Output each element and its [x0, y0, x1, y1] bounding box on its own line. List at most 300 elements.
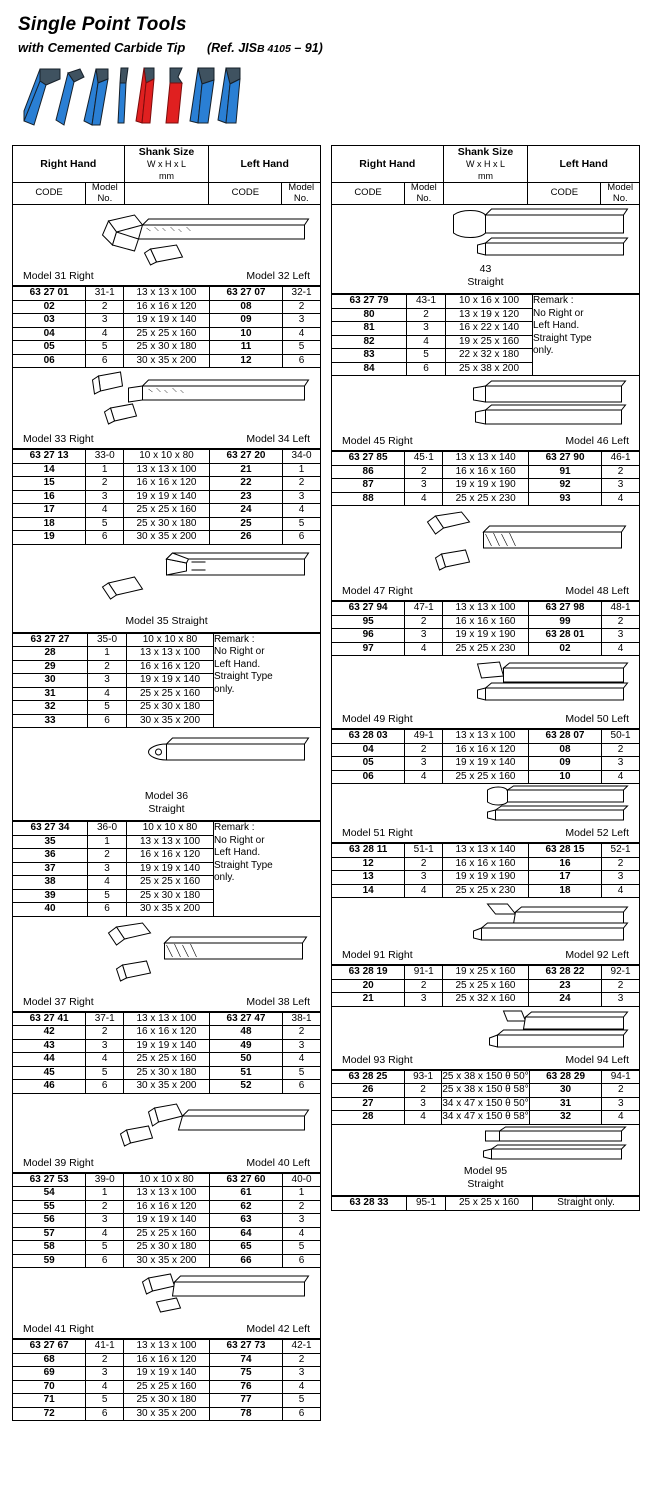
cell-code-right: 19 — [13, 531, 86, 545]
cell-shank-size: 16 x 16 x 120 — [124, 1026, 210, 1040]
cell-model-right: 33-0 — [86, 450, 124, 464]
cell-code-right: 54 — [13, 1187, 86, 1201]
cell-code-left: 51 — [209, 1066, 282, 1080]
cell-code-right: 83 — [332, 349, 407, 363]
header-model-right: Model No. — [405, 183, 444, 205]
cell-shank-size: 25 x 30 x 180 — [127, 889, 214, 903]
model-data-table — [331, 843, 640, 898]
page-header — [0, 0, 656, 55]
cell-shank-size: 13 x 13 x 140 — [443, 452, 529, 466]
cell-code-left: 63 28 01 — [528, 629, 601, 643]
cell-code-right: 68 — [13, 1353, 86, 1367]
cell-model-right: 4 — [407, 335, 446, 349]
cell-code-right: 63 28 03 — [332, 730, 405, 744]
header-model-right: Model No. — [86, 183, 125, 205]
cell-shank-size: 25 x 25 x 160 — [124, 1053, 210, 1067]
table-row — [332, 979, 640, 993]
cell-model-left: 3 — [602, 479, 640, 493]
model-label-left: Model 32 Left — [246, 270, 310, 283]
cell-code-right: 42 — [13, 1026, 86, 1040]
cell-shank-size: 25 x 25 x 160 — [124, 327, 210, 341]
cell-model-right: 2 — [88, 849, 127, 863]
cell-code-right: 63 27 01 — [13, 287, 86, 301]
cell-model-right: 35-0 — [88, 633, 127, 647]
cell-code-right: 63 27 41 — [13, 1012, 86, 1026]
cell-code-left: 63 28 29 — [529, 1070, 602, 1084]
cell-model-right: 6 — [86, 1407, 124, 1421]
cell-code-right: 15 — [13, 477, 86, 491]
cell-model-right: 1 — [88, 647, 127, 661]
cell-code-right: 63 28 33 — [332, 1197, 407, 1211]
table-row — [332, 642, 640, 656]
table-row — [13, 327, 321, 341]
cell-shank-size: 13 x 13 x 100 — [124, 1187, 210, 1201]
remark-note: Remark : No Right or Left Hand. Straight Type only. — [214, 822, 321, 917]
tool-diagram — [12, 1268, 321, 1339]
cell-model-left: 3 — [602, 871, 640, 885]
cell-model-right: 5 — [88, 701, 127, 715]
cell-code-right: 63 28 25 — [332, 1070, 405, 1084]
model-data-table — [12, 1012, 321, 1094]
cell-code-right: 03 — [13, 314, 86, 328]
cell-model-right: 4 — [405, 770, 443, 784]
cell-model-right: 4 — [86, 1380, 124, 1394]
table-row — [13, 1407, 321, 1421]
cell-shank-size: 25 x 25 x 230 — [443, 884, 529, 898]
cell-code-left: 63 27 73 — [209, 1340, 282, 1354]
cell-code-left: 50 — [209, 1053, 282, 1067]
cell-model-left: 3 — [283, 1367, 321, 1381]
cell-shank-size: 19 x 19 x 140 — [127, 862, 214, 876]
cell-model-left: 3 — [602, 1097, 640, 1111]
cell-model-right: 2 — [404, 1084, 442, 1098]
table-row — [13, 1227, 321, 1241]
cell-shank-size: 10 x 10 x 80 — [127, 633, 214, 647]
cell-model-right: 95-1 — [407, 1197, 446, 1211]
cell-model-right: 1 — [86, 463, 124, 477]
cell-model-right: 5 — [407, 349, 446, 363]
cell-model-left: 6 — [283, 1407, 321, 1421]
cell-code-left: 11 — [209, 341, 282, 355]
cell-shank-size: 19 x 19 x 140 — [124, 1214, 210, 1228]
table-row — [13, 1254, 321, 1268]
cell-code-right: 32 — [13, 701, 88, 715]
cell-model-left: 2 — [602, 465, 640, 479]
cell-model-left: 4 — [602, 770, 640, 784]
model-data-table — [331, 965, 640, 1007]
table-row — [332, 452, 640, 466]
table-row — [13, 504, 321, 518]
page-title: Single Point Tools — [18, 14, 187, 35]
cell-code-right: 12 — [332, 857, 405, 871]
cell-shank-size: 25 x 30 x 180 — [127, 701, 214, 715]
model-block — [12, 728, 321, 917]
cell-model-right: 3 — [405, 629, 443, 643]
cell-shank-size: 34 x 47 x 150 θ 58° — [442, 1111, 529, 1123]
cell-shank-size: 25 x 25 x 160 — [446, 1197, 533, 1211]
cell-model-right: 3 — [405, 871, 443, 885]
model-label-left: Model 50 Left — [565, 713, 629, 726]
cell-shank-size: 10 x 10 x 80 — [127, 822, 214, 836]
cell-code-left: 08 — [528, 743, 601, 757]
model-data-table — [331, 294, 640, 376]
cell-code-right: 70 — [13, 1380, 86, 1394]
page-subtitle — [18, 40, 656, 55]
cell-code-right: 14 — [13, 463, 86, 477]
header-model-left: Model No. — [601, 183, 640, 205]
cell-model-right: 1 — [86, 1187, 124, 1201]
model-label-left: Model 48 Left — [565, 585, 629, 598]
cell-model-right: 6 — [88, 714, 127, 728]
cell-model-left: 3 — [283, 314, 321, 328]
tool-illustration-strip — [20, 63, 656, 135]
header-right-hand: Right Hand — [13, 146, 125, 183]
table-row — [332, 615, 640, 629]
cell-shank-size: 13 x 13 x 100 — [124, 1012, 210, 1026]
cell-code-right: 63 27 94 — [332, 602, 405, 616]
cell-model-left: 5 — [283, 1241, 321, 1255]
cell-code-left: 75 — [209, 1367, 282, 1381]
table-row — [13, 1173, 321, 1187]
cell-model-right: 4 — [86, 1227, 124, 1241]
cell-model-right: 4 — [405, 884, 443, 898]
cell-straight-note: Straight only. — [533, 1197, 640, 1211]
cell-model-right: 37-1 — [86, 1012, 124, 1026]
table-row — [13, 633, 321, 647]
cell-code-left: 63 — [209, 1214, 282, 1228]
cell-code-right: 28 — [13, 647, 88, 661]
cell-code-right: 37 — [13, 862, 88, 876]
cell-code-right: 58 — [13, 1241, 86, 1255]
tool-diagram — [331, 656, 640, 729]
header-code-left: CODE — [528, 183, 601, 205]
cell-code-right: 35 — [13, 835, 88, 849]
cell-shank-size: 30 x 35 x 200 — [127, 714, 214, 728]
tool-diagram — [12, 205, 321, 286]
table-row — [13, 490, 321, 504]
cell-shank-size: 30 x 35 x 200 — [124, 1080, 210, 1094]
cell-code-right: 31 — [13, 687, 88, 701]
cell-model-right: 3 — [405, 993, 443, 1007]
cell-model-right: 5 — [86, 1241, 124, 1255]
model-label-right: Model 37 Right — [23, 995, 94, 1008]
subtitle-text: with Cemented Carbide Tip — [18, 40, 186, 55]
cell-code-left: 62 — [209, 1200, 282, 1214]
cell-shank-size: 13 x 13 x 100 — [443, 730, 529, 744]
cell-code-left: 63 28 07 — [528, 730, 601, 744]
cell-code-left: 10 — [528, 770, 601, 784]
table-row — [332, 730, 640, 744]
tool-diagram — [12, 728, 321, 821]
cell-shank-size: 25 x 30 x 180 — [124, 1394, 210, 1408]
cell-shank-size: 30 x 35 x 200 — [124, 354, 210, 368]
table-row — [332, 629, 640, 643]
cell-model-left: 6 — [283, 354, 321, 368]
model-block — [331, 205, 640, 376]
cell-code-right: 30 — [13, 674, 88, 688]
cell-code-right: 44 — [13, 1053, 86, 1067]
cell-model-left: 2 — [602, 615, 640, 629]
cell-model-left: 40-0 — [283, 1173, 321, 1187]
table-row — [13, 287, 321, 301]
cell-model-left: 4 — [283, 504, 321, 518]
model-data-table — [331, 451, 640, 506]
tool-diagram — [331, 898, 640, 965]
cell-model-left: 5 — [283, 517, 321, 531]
cell-code-right: 39 — [13, 889, 88, 903]
cell-model-left: 3 — [602, 629, 640, 643]
cell-model-right: 5 — [86, 1394, 124, 1408]
cell-model-right: 45·1 — [405, 452, 443, 466]
cell-code-right: 56 — [13, 1214, 86, 1228]
cell-code-left: 77 — [209, 1394, 282, 1408]
cell-model-right: 2 — [86, 477, 124, 491]
cell-shank-size: 16 x 16 x 120 — [127, 660, 214, 674]
table-row — [13, 1066, 321, 1080]
cell-code-left: 08 — [209, 300, 282, 314]
tool-diagram — [331, 1125, 640, 1196]
model-block — [331, 656, 640, 784]
tool-diagram — [12, 368, 321, 449]
cell-model-left: 4 — [283, 327, 321, 341]
table-row — [13, 1353, 321, 1367]
cell-model-right: 6 — [407, 362, 446, 376]
cell-model-left: 2 — [283, 1353, 321, 1367]
cell-model-right: 3 — [86, 1039, 124, 1053]
reference-standard: B 4105 — [256, 43, 291, 55]
column-header-table — [12, 145, 321, 205]
table-row — [13, 1053, 321, 1067]
header-left-hand: Left Hand — [209, 146, 321, 183]
left-column — [12, 145, 321, 1421]
cell-shank-size: 13 x 13 x 100 — [127, 647, 214, 661]
tool-diagram — [12, 545, 321, 633]
model-data-table — [331, 729, 640, 784]
cell-code-left: 63 27 60 — [209, 1173, 282, 1187]
cell-model-left: 2 — [283, 1200, 321, 1214]
cell-model-right: 1 — [88, 835, 127, 849]
cell-model-left: 1 — [283, 463, 321, 477]
table-row — [332, 884, 640, 898]
cell-model-left: 3 — [283, 1214, 321, 1228]
cell-shank-size: 10 x 16 x 100 — [446, 295, 533, 309]
cell-model-right: 3 — [86, 1367, 124, 1381]
model-label-right: Model 51 Right — [342, 827, 413, 840]
cell-shank-size: 19 x 19 x 140 — [124, 1367, 210, 1381]
model-label-right: Model 33 Right — [23, 433, 94, 446]
cell-model-right: 2 — [405, 465, 443, 479]
model-label-right: Model 41 Right — [23, 1323, 94, 1336]
model-block — [12, 917, 321, 1094]
cell-code-left: 18 — [528, 884, 601, 898]
reference-note — [207, 41, 323, 55]
cell-code-left: 49 — [209, 1039, 282, 1053]
cell-model-right: 3 — [405, 757, 443, 771]
cell-shank-size: 16 x 16 x 120 — [124, 1200, 210, 1214]
cell-model-right: 5 — [86, 1066, 124, 1080]
cell-code-left: 63 27 20 — [209, 450, 282, 464]
model-data-table — [12, 821, 321, 917]
cell-model-left: 2 — [602, 979, 640, 993]
cell-model-right: 2 — [405, 615, 443, 629]
cell-shank-size: 13 x 19 x 120 — [446, 308, 533, 322]
model-block — [12, 545, 321, 729]
cell-shank-size: 25 x 25 x 160 — [124, 1227, 210, 1241]
cell-code-left: 63 28 15 — [528, 844, 601, 858]
cell-model-right: 6 — [88, 903, 127, 917]
cell-model-left: 4 — [602, 642, 640, 656]
table-row — [13, 1187, 321, 1201]
model-block — [331, 1007, 640, 1125]
table-row — [13, 1380, 321, 1394]
cell-code-left: 78 — [209, 1407, 282, 1421]
cell-model-right: 4 — [88, 687, 127, 701]
cell-code-right: 87 — [332, 479, 405, 493]
cell-code-right: 63 27 79 — [332, 295, 407, 309]
table-row — [332, 479, 640, 493]
model-label-center: Model 95 Straight — [463, 1164, 508, 1190]
tool-illustration-8 — [218, 68, 240, 123]
cell-model-left: 6 — [283, 531, 321, 545]
model-data-table — [12, 633, 321, 729]
table-row — [332, 857, 640, 871]
table-row — [13, 341, 321, 355]
tool-illustration-4 — [118, 68, 128, 123]
cell-code-right: 36 — [13, 849, 88, 863]
table-row — [13, 517, 321, 531]
cell-shank-size: 30 x 35 x 200 — [124, 531, 210, 545]
cell-model-left: 3 — [283, 1039, 321, 1053]
cell-model-right: 4 — [86, 1053, 124, 1067]
cell-model-right: 3 — [407, 322, 446, 336]
table-row — [332, 844, 640, 858]
cell-shank-size: 19 x 19 x 190 — [443, 479, 529, 493]
cell-shank-size: 25 x 25 x 160 — [127, 687, 214, 701]
cell-model-left: 4 — [283, 1053, 321, 1067]
cell-model-right: 5 — [88, 889, 127, 903]
cell-model-left: 52-1 — [602, 844, 640, 858]
model-label-right: Model 91 Right — [342, 949, 413, 962]
cell-shank-size: 16 x 16 x 120 — [124, 1353, 210, 1367]
cell-model-right: 3 — [86, 490, 124, 504]
cell-code-right: 63 27 13 — [13, 450, 86, 464]
tool-diagram — [12, 917, 321, 1012]
cell-shank-size: 13 x 13 x 100 — [124, 287, 210, 301]
cell-shank-size: 25 x 25 x 230 — [443, 492, 529, 506]
cell-code-right: 29 — [13, 660, 88, 674]
cell-code-right: 05 — [332, 757, 405, 771]
cell-code-left: 63 27 07 — [209, 287, 282, 301]
tool-diagram — [331, 784, 640, 843]
cell-model-right: 3 — [86, 1214, 124, 1228]
cell-code-right: 33 — [13, 714, 88, 728]
cell-model-right: 49-1 — [405, 730, 443, 744]
header-model-left: Model No. — [282, 183, 321, 205]
cell-model-right: 4 — [86, 327, 124, 341]
cell-shank-size: 16 x 16 x 160 — [443, 857, 529, 871]
tool-illustration-6 — [166, 68, 182, 123]
cell-code-right: 21 — [332, 993, 405, 1007]
table-row — [13, 477, 321, 491]
cell-code-right: 43 — [13, 1039, 86, 1053]
table-row — [332, 966, 640, 980]
cell-shank-size: 16 x 16 x 120 — [127, 849, 214, 863]
cell-model-right: 4 — [404, 1111, 442, 1125]
cell-shank-size: 13 x 13 x 140 — [443, 844, 529, 858]
cell-model-right: 47-1 — [405, 602, 443, 616]
cell-model-right: 5 — [86, 341, 124, 355]
cell-code-right: 45 — [13, 1066, 86, 1080]
table-row — [332, 757, 640, 771]
cell-code-right: 86 — [332, 465, 405, 479]
table-row — [332, 1070, 640, 1084]
tool-diagram — [331, 376, 640, 451]
model-block — [12, 1268, 321, 1421]
cell-shank-size: 13 x 13 x 100 — [124, 463, 210, 477]
model-label-left: Model 34 Left — [246, 433, 310, 446]
cell-code-right: 84 — [332, 362, 407, 376]
model-label-right: Model 93 Right — [342, 1053, 413, 1066]
header-shank-size: Shank Size W x H x L mm — [443, 146, 528, 183]
cell-model-left: 5 — [283, 1394, 321, 1408]
cell-model-left: 38-1 — [283, 1012, 321, 1026]
model-data-table — [12, 449, 321, 545]
cell-model-right: 3 — [404, 1097, 442, 1111]
cell-code-left: 61 — [209, 1187, 282, 1201]
cell-code-right: 81 — [332, 322, 407, 336]
model-label-left: Model 40 Left — [246, 1156, 310, 1169]
table-row — [332, 492, 640, 506]
cell-code-right: 16 — [13, 490, 86, 504]
cell-model-right: 2 — [405, 743, 443, 757]
table-row — [332, 743, 640, 757]
cell-code-right: 63 27 53 — [13, 1173, 86, 1187]
cell-model-left: 48-1 — [602, 602, 640, 616]
cell-shank-size: 10 x 10 x 80 — [124, 1173, 210, 1187]
cell-code-left: 12 — [209, 354, 282, 368]
cell-shank-size: 19 x 25 x 160 — [443, 966, 529, 980]
table-row — [332, 770, 640, 784]
cell-code-left: 26 — [209, 531, 282, 545]
model-label-left: Model 94 Left — [565, 1053, 629, 1066]
cell-model-left: 1 — [283, 1187, 321, 1201]
cell-model-right: 39-0 — [86, 1173, 124, 1187]
cell-code-left: 31 — [529, 1097, 602, 1111]
tool-illustration-3 — [84, 69, 108, 125]
cell-code-right: 46 — [13, 1080, 86, 1094]
cell-model-left: 2 — [283, 300, 321, 314]
cell-model-right: 2 — [86, 1026, 124, 1040]
cell-model-left: 4 — [602, 492, 640, 506]
table-row — [13, 354, 321, 368]
tool-diagram — [12, 1094, 321, 1173]
model-label-right: Model 45 Right — [342, 435, 413, 448]
model-data-table — [12, 1339, 321, 1421]
cell-shank-size: 16 x 16 x 160 — [443, 465, 529, 479]
tool-diagram — [331, 1007, 640, 1070]
cell-code-left: 63 27 98 — [528, 602, 601, 616]
cell-code-left: 63 28 22 — [528, 966, 601, 980]
header-left-hand: Left Hand — [528, 146, 640, 183]
cell-code-left: 24 — [528, 993, 601, 1007]
cell-shank-size: 25 x 30 x 180 — [124, 517, 210, 531]
cell-code-left: 09 — [528, 757, 601, 771]
cell-shank-size: 25 x 25 x 160 — [124, 1380, 210, 1394]
cell-shank-size: 25 x 38 x 150 θ 50° — [442, 1070, 529, 1082]
cell-model-right: 6 — [86, 531, 124, 545]
cell-model-right: 4 — [88, 876, 127, 890]
cell-model-left: 4 — [283, 1227, 321, 1241]
